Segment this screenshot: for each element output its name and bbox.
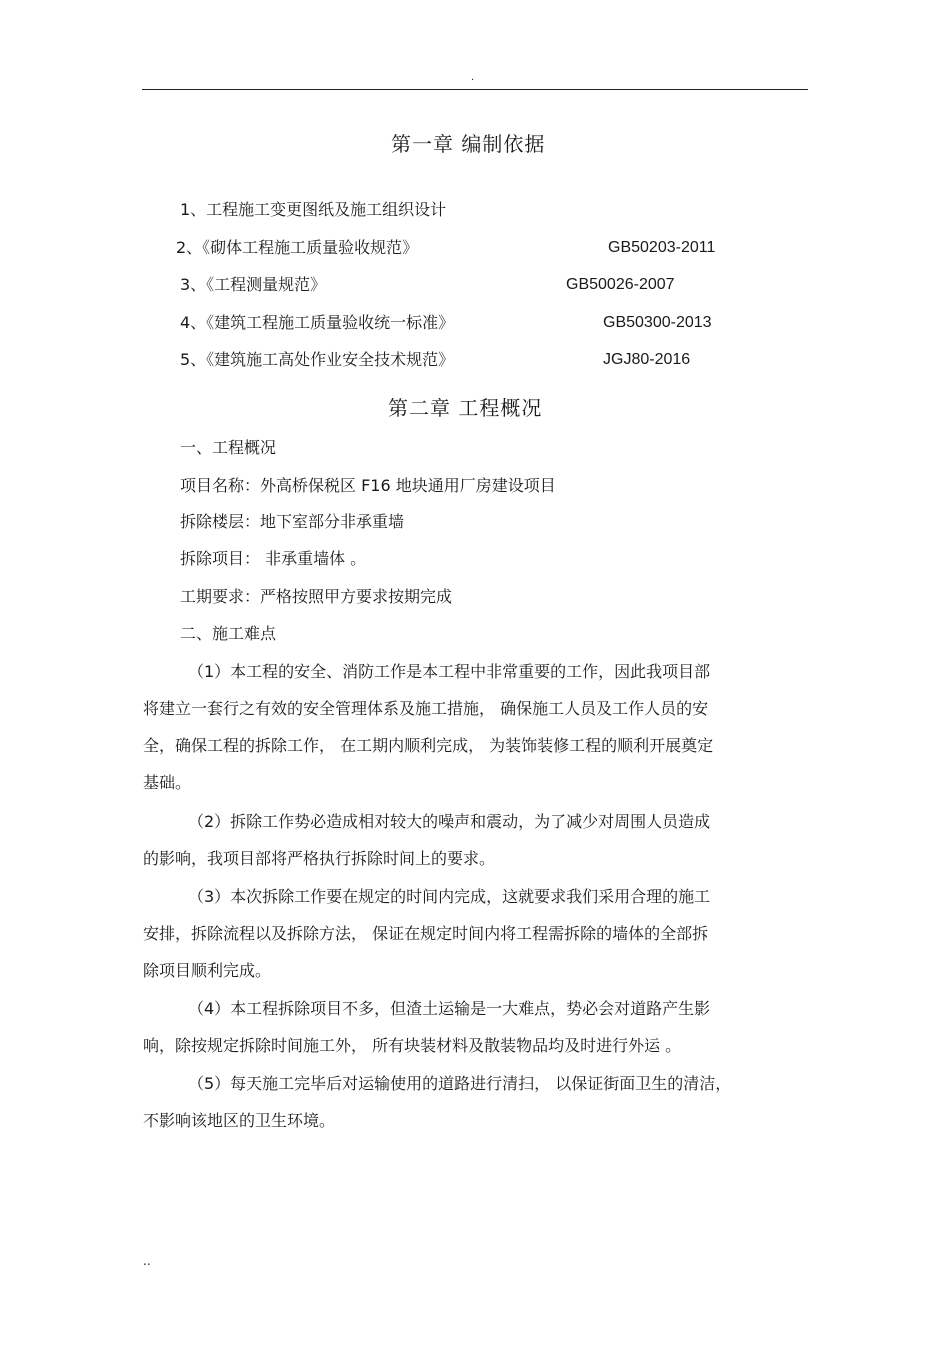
basis-code-2: GB50203-2011 <box>608 239 716 256</box>
difficulty-line: （3）本次拆除工作要在规定的时间内完成，这就要求我们采用合理的施工 <box>188 887 711 906</box>
difficulty-line: 将建立一套行之有效的安全管理体系及施工措施， 确保施工人员及工作人员的安 <box>143 699 709 718</box>
basis-item-2: 2、《砌体工程施工质量验收规范》 <box>176 238 419 257</box>
difficulty-line: （5）每天施工完毕后对运输使用的道路进行清扫， 以保证街面卫生的清洁， <box>188 1074 732 1093</box>
difficulty-line: 除项目顺利完成。 <box>143 961 272 980</box>
basis-item-3: 3、《工程测量规范》 <box>180 275 327 294</box>
header-mark: . <box>471 72 475 83</box>
difficulty-line: （2）拆除工作势必造成相对较大的噪声和震动，为了减少对周围人员造成 <box>188 812 711 831</box>
schedule-requirement: 工期要求：严格按照甲方要求按期完成 <box>180 587 453 606</box>
difficulty-line: 全，确保工程的拆除工作， 在工期内顺利完成， 为装饰装修工程的顺利开展奠定 <box>143 736 714 755</box>
difficulty-line: 安排，拆除流程以及拆除方法， 保证在规定时间内将工程需拆除的墙体的全部拆 <box>143 924 709 943</box>
basis-item-1: 1、工程施工变更图纸及施工组织设计 <box>180 200 447 219</box>
basis-code-3: GB50026-2007 <box>566 276 675 293</box>
section-2-heading: 二、施工难点 <box>180 624 277 643</box>
demolition-floor: 拆除楼层：地下室部分非承重墙 <box>180 512 405 531</box>
difficulty-line: 响，除按规定拆除时间施工外， 所有块装材料及散装物品均及时进行外运 。 <box>143 1036 682 1055</box>
project-name: 项目名称：外高桥保税区 F16 地块通用厂房建设项目 <box>180 476 556 495</box>
basis-item-4: 4、《建筑工程施工质量验收统一标准》 <box>180 313 455 332</box>
difficulty-line: （1）本工程的安全、消防工作是本工程中非常重要的工作，因此我项目部 <box>188 662 711 681</box>
difficulty-line: （4）本工程拆除项目不多，但渣土运输是一大难点，势必会对道路产生影 <box>188 999 711 1018</box>
footer-mark: .. <box>143 1254 151 1268</box>
basis-code-5: JGJ80-2016 <box>603 351 691 368</box>
difficulty-line: 的影响，我项目部将严格执行拆除时间上的要求。 <box>143 849 496 868</box>
chapter-1-title: 第一章 编制依据 <box>391 132 546 156</box>
basis-code-4: GB50300-2013 <box>603 314 712 331</box>
difficulty-line: 基础。 <box>143 773 192 792</box>
section-1-heading: 一、工程概况 <box>180 438 277 457</box>
basis-item-5: 5、《建筑施工高处作业安全技术规范》 <box>180 350 455 369</box>
demolition-item: 拆除项目： 非承重墙体 。 <box>180 549 367 568</box>
difficulty-line: 不影响该地区的卫生环境。 <box>143 1111 336 1130</box>
chapter-2-title: 第二章 工程概况 <box>388 396 543 420</box>
header-rule <box>142 89 808 90</box>
